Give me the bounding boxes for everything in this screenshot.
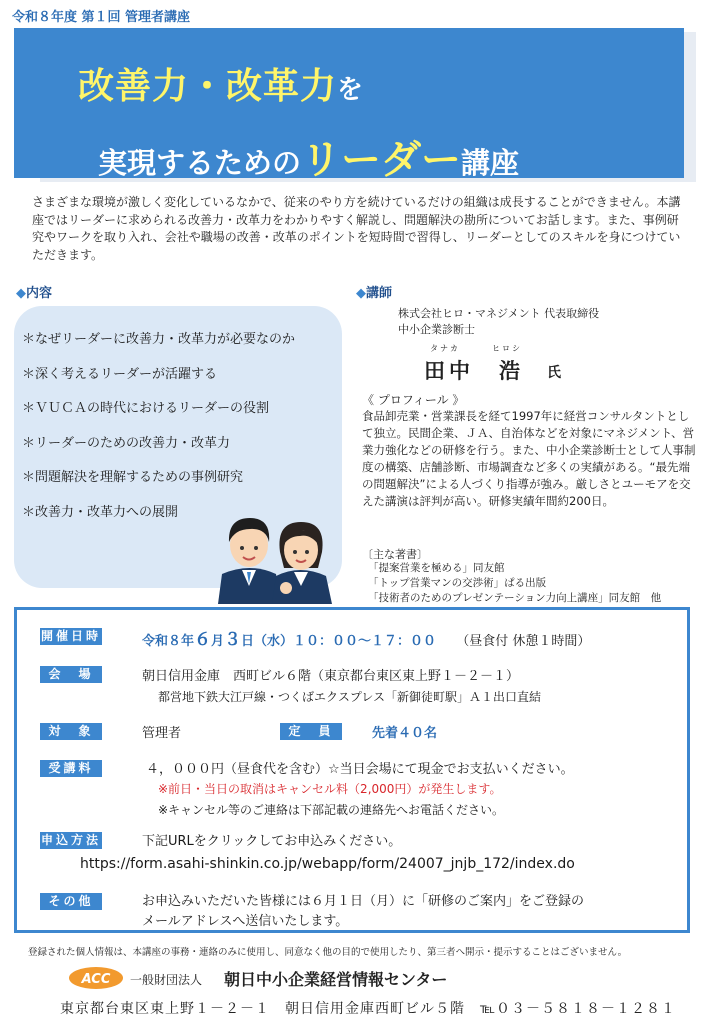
- content-heading-text: 内容: [26, 286, 53, 301]
- date-era: 令和８年: [142, 634, 195, 649]
- content-item: ＊深く考えるリーダーが活躍する: [22, 366, 218, 382]
- title-line-2: [98, 128, 519, 185]
- content-item: ＊なぜリーダーに改善力・改革力が必要なのか: [22, 332, 296, 347]
- content-item: ＊改善力・改革力への展開: [22, 504, 179, 520]
- title-leader: リーダー: [301, 137, 462, 183]
- content-item: ＊ＶＵＣＡの時代におけるリーダーの役割: [22, 401, 270, 416]
- venue-text: 朝日信用金庫 西町ビル６階（東京都台東区東上野１－２－１）: [142, 669, 520, 684]
- lecturer-affiliation: [398, 306, 599, 338]
- title-main: 改善力・改革力: [78, 66, 338, 107]
- acc-logo: [68, 966, 124, 990]
- title-line-1: [78, 58, 364, 109]
- book-item: 「提案営業を極める」同友館: [368, 562, 505, 574]
- apply-label: 申込方法: [40, 833, 101, 847]
- acc-logo-text: ACC: [81, 972, 111, 987]
- other-text-1: お申込みいただいた皆様には６月１日（月）に「研修のご案内」をご登録の: [142, 894, 585, 909]
- capacity-label: 定 員: [280, 723, 342, 740]
- book-item: 「技術者のためのプレゼンテーション力向上講座」同友館 他: [368, 592, 662, 604]
- title-post: 講座: [461, 146, 520, 180]
- books-heading: 〔主な著書〕: [362, 548, 428, 561]
- date-value: [142, 630, 437, 650]
- target-text: 管理者: [142, 726, 182, 741]
- name-ruby-family: タナカ: [430, 344, 460, 353]
- content-item: ＊問題解決を理解するための事例研究: [22, 470, 244, 485]
- lecturer-name: 田中 浩: [424, 359, 524, 383]
- business-people-illustration: [210, 500, 340, 604]
- name-ruby-given: ヒロシ: [492, 344, 522, 353]
- org-type: 一般財団法人: [130, 973, 203, 987]
- date-time: 日（水）１０：００～１７：００: [241, 634, 437, 649]
- date-label: 開催日時: [40, 629, 101, 643]
- fee-cancel-note: ※前日・当日の取消はキャンセル料（2,000円）が発生します。: [158, 782, 502, 796]
- profile-heading: 《 プロフィール 》: [362, 393, 465, 407]
- date-day: ３: [224, 630, 242, 650]
- org-name: 朝日中小企業経営情報センター: [224, 970, 448, 989]
- books-list: [368, 561, 661, 606]
- venue-access: 都営地下鉄大江戸線・つくばエクスプレス「新御徒町駅」Ａ１出口直結: [158, 690, 542, 704]
- book-item: 「トップ営業マンの交渉術」ぱる出版: [368, 577, 547, 589]
- intro-text: さまざまな環境が激しく変化しているなかで、従来のやり方を続けているだけの組織は成長することができません。本講座ではリーダーに求められる改善力・改革力をわかりやすく解説し、問題解決の勘所についてお話します。また、事例研究やワークを取り入れ、会社や職場の改善・改革のポイントを短時間で習得し、リーダーとしてのスキルを身につけていただきます。: [32, 195, 681, 262]
- date-month-unit: 月: [211, 634, 225, 649]
- target-label: 対 象: [40, 723, 102, 740]
- other-text-2: メールアドレスへ送信いたします。: [142, 914, 349, 929]
- date-note: （昼食付 休憩１時間）: [456, 634, 591, 649]
- venue-label: 会 場: [40, 666, 102, 683]
- profile-text: 食品卸売業・営業課長を経て1997年に経営コンサルタントとして独立。民間企業、ＪＡ、自治体などを対象にマネジメント、営業力強化などの研修を行う。また、中小企業診断士として人事制度の構築、店舗診断、市場調査など多くの実績がある。“最先端の問題解決”による人づくり指導が強み。厳しさとユーモアを交えた講演は評判が高い。研修実績年間約200日。: [362, 409, 696, 508]
- content-item: ＊リーダーのための改善力・改革力: [22, 435, 231, 451]
- apply-url-link[interactable]: https://form.asahi-shinkin.co.jp/webapp/form/24007_jnjb_172/index.do: [80, 856, 575, 872]
- fee-text: ４，０００円（昼食代を含む）☆当日会場にて現金でお支払いください。: [146, 762, 574, 777]
- diamond-icon: ◆: [16, 286, 26, 301]
- other-label: その他: [40, 893, 102, 910]
- apply-text: 下記URLをクリックしてお申込みください。: [142, 834, 402, 849]
- series-label: 令和８年度 第１回 管理者講座: [12, 10, 191, 25]
- org-address: 東京都台東区東上野１－２－１ 朝日信用金庫西町ビル５階 ℡０３－５８１８－１２８１: [60, 1001, 677, 1017]
- diamond-icon: ◆: [356, 286, 366, 301]
- lecturer-company: 株式会社ヒロ・マネジメント 代表取締役: [398, 307, 600, 320]
- title-pre: 実現するための: [98, 146, 302, 180]
- content-heading: [16, 282, 52, 301]
- date-month: ６: [194, 630, 212, 650]
- title-particle: を: [337, 75, 365, 105]
- lecturer-heading-text: 講師: [366, 286, 393, 301]
- capacity-text: 先着４０名: [372, 726, 438, 741]
- lecturer-qualification: 中小企業診断士: [398, 323, 475, 336]
- date-row: [142, 625, 590, 650]
- fee-label: 受講料: [40, 760, 102, 777]
- lecturer-honorific: 氏: [547, 365, 561, 381]
- privacy-notice: 登録された個人情報は、本講座の事務・連絡のみに使用し、同意なく他の目的で使用したり、第三者へ開示・提示することはございません。: [28, 947, 628, 958]
- fee-contact-note: ※キャンセル等のご連絡は下部記載の連絡先へお電話ください。: [158, 803, 505, 817]
- lecturer-heading: [356, 282, 392, 301]
